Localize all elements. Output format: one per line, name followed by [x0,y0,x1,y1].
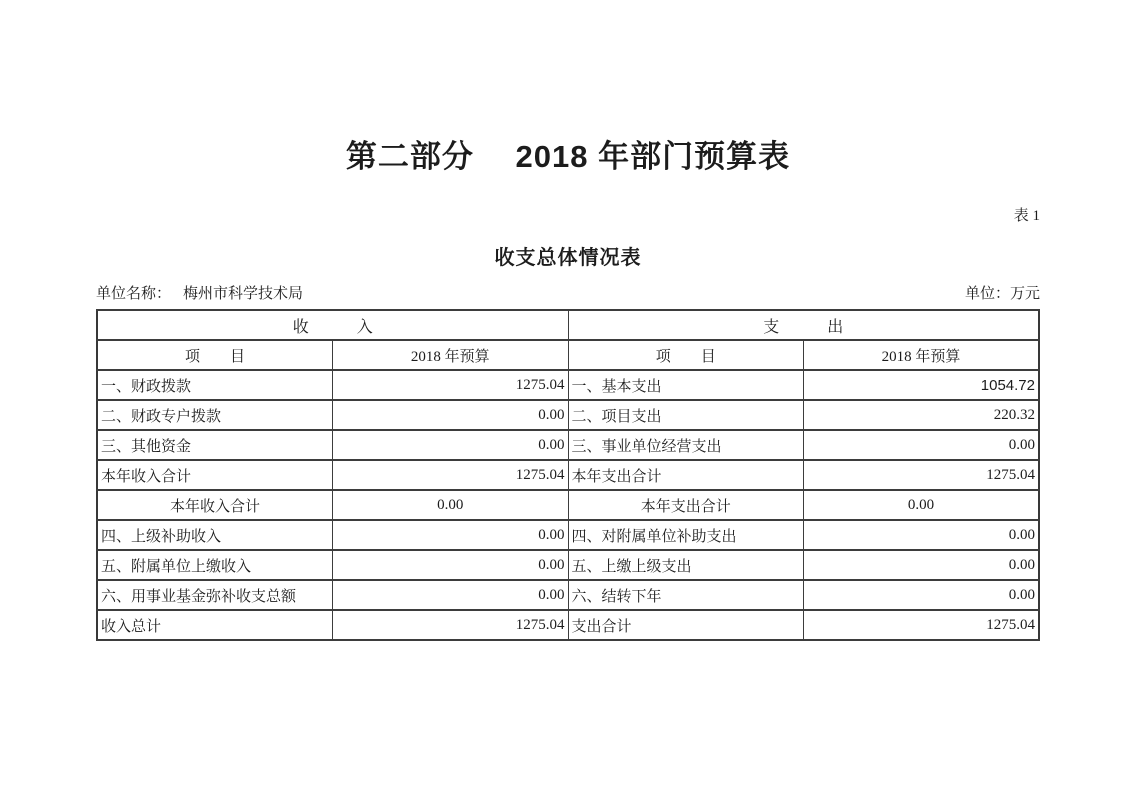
income-value-cell: 0.00 [333,520,569,550]
income-value-cell: 1275.04 [333,610,569,640]
income-item-cell: 二、财政专户拨款 [97,400,333,430]
expense-item-cell: 五、上缴上级支出 [568,550,804,580]
unit-name-value: 梅州市科学技术局 [183,286,304,302]
expense-value-cell: 0.00 [804,520,1040,550]
budget-table-head [97,310,1039,370]
expense-section-header: 支 出 [568,310,1039,340]
income-value-cell: 1275.04 [333,460,569,490]
unit-name-label: 单位名称： [96,286,172,302]
expense-item-cell: 支出合计 [568,610,804,640]
income-item-cell: 五、附属单位上缴收入 [97,550,333,580]
column-header-row [97,340,1039,370]
income-item-header: 项 目 [97,340,333,370]
expense-value-cell: 0.00 [804,430,1040,460]
budget-table-row [97,580,1039,610]
income-value-cell: 0.00 [333,550,569,580]
income-item-cell: 一、财政拨款 [97,370,333,400]
expense-value-cell: 220.32 [804,400,1040,430]
expense-value-cell: 1275.04 [804,610,1040,640]
unit-of-measure: 单位：万元 [964,286,1040,302]
income-value-cell: 0.00 [333,400,569,430]
expense-item-cell: 本年支出合计 [568,460,804,490]
unit-name-group [96,282,303,303]
budget-table-row [97,400,1039,430]
budget-table [96,309,1040,641]
expense-value-cell: 1054.72 [804,370,1040,400]
expense-value-cell: 0.00 [804,580,1040,610]
table-title: 收支总体情况表 [494,247,642,269]
income-value-cell: 1275.04 [333,370,569,400]
income-value-cell: 0.00 [333,580,569,610]
expense-item-cell: 三、事业单位经营支出 [568,430,804,460]
expense-value-cell: 1275.04 [804,460,1040,490]
income-value-cell: 0.00 [333,490,569,520]
income-item-cell: 收入总计 [97,610,333,640]
budget-table-row [97,430,1039,460]
expense-item-header: 项 目 [568,340,804,370]
budget-table-row [97,490,1039,520]
budget-table-row [97,460,1039,490]
budget-table-row [97,610,1039,640]
expense-value-cell: 0.00 [804,550,1040,580]
expense-item-cell: 一、基本支出 [568,370,804,400]
income-item-cell: 本年收入合计 [97,460,333,490]
income-item-cell: 六、用事业基金弥补收支总额 [97,580,333,610]
budget-table-row [97,550,1039,580]
budget-table-body [97,370,1039,640]
table-number-label: 表 1 [1013,208,1040,224]
income-value-cell: 0.00 [333,430,569,460]
income-item-cell: 本年收入合计 [97,490,333,520]
income-budget-header: 2018 年预算 [333,340,569,370]
expense-budget-header: 2018 年预算 [804,340,1040,370]
income-section-header: 收 入 [97,310,568,340]
income-item-cell: 四、上级补助收入 [97,520,333,550]
expense-item-cell: 本年支出合计 [568,490,804,520]
expense-item-cell: 四、对附属单位补助支出 [568,520,804,550]
budget-table-row [97,520,1039,550]
expense-item-cell: 六、结转下年 [568,580,804,610]
document-title: 第二部分 2018 年部门预算表 [345,139,791,174]
expense-item-cell: 二、项目支出 [568,400,804,430]
unit-info-row [96,282,1040,303]
budget-table-row [97,370,1039,400]
section-header-row [97,310,1039,340]
expense-value-cell: 0.00 [804,490,1040,520]
income-item-cell: 三、其他资金 [97,430,333,460]
